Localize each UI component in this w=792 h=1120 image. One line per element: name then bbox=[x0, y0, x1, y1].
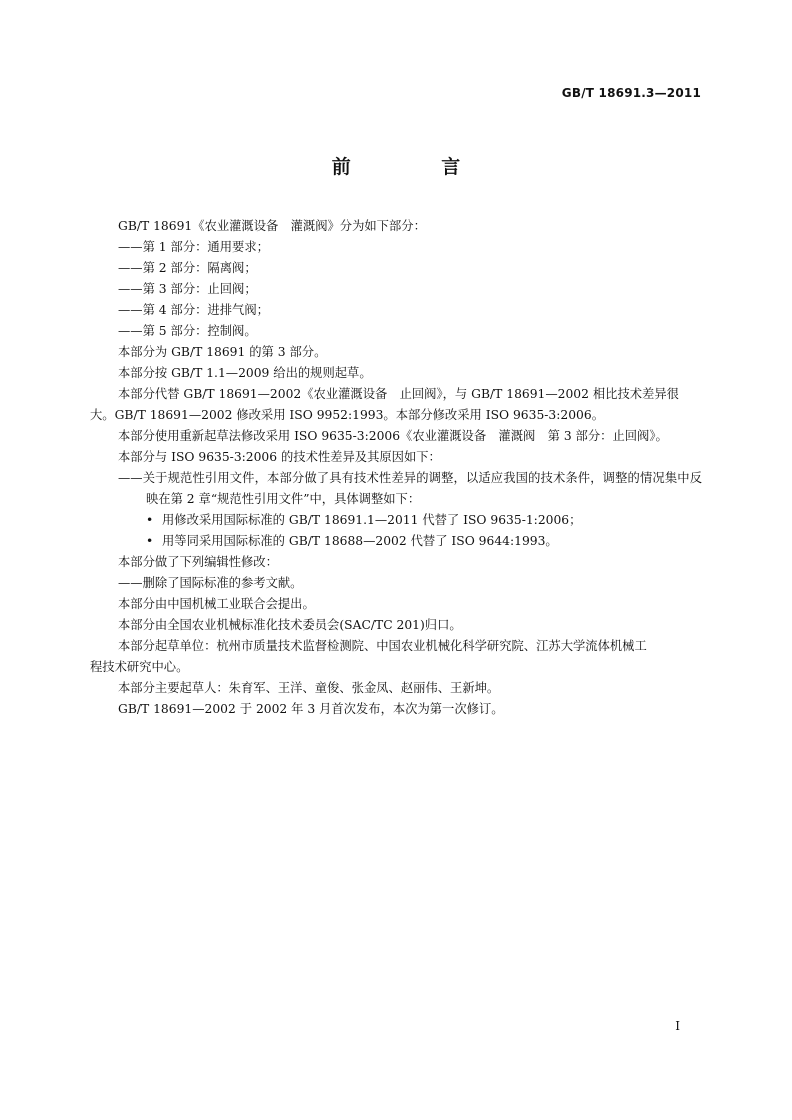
paragraph-drafters: 本部分主要起草人：朱育军、王洋、童俊、张金凤、赵丽伟、王新坤。 bbox=[118, 681, 500, 695]
paragraph-editorial: 本部分做了下列编辑性修改： bbox=[118, 555, 278, 569]
list-item-part2: ——第 2 部分：隔离阀； bbox=[118, 261, 257, 275]
paragraph-differences: 本部分与 ISO 9635-3:2006 的技术性差异及其原因如下： bbox=[118, 450, 441, 464]
paragraph-drafting-units-line1: 本部分起草单位：杭州市质量技术监督检测院、中国农业机械化科学研究院、江苏大学流体机械工 bbox=[118, 639, 647, 653]
list-item-bibliography: ——删除了国际标准的参考文献。 bbox=[118, 576, 303, 590]
paragraph-drafting-units-line2: 程技术研究中心。 bbox=[90, 660, 189, 674]
list-item-part4: ——第 4 部分：进排气阀； bbox=[118, 303, 269, 317]
foreword-body bbox=[90, 216, 702, 720]
list-item-normative-refs: ——关于规范性引用文件，本部分做了具有技术性差异的调整，以适应我国的技术条件，调整的情况集中反映在第 2 章“规范性引用文件”中，具体调整如下： bbox=[118, 471, 702, 506]
bullet-icon: • bbox=[146, 513, 154, 527]
paragraph-centralized-by: 本部分由全国农业机械标准化技术委员会(SAC/TC 201)归口。 bbox=[118, 618, 462, 632]
paragraph-drafting-rules: 本部分按 GB/T 1.1—2009 给出的规则起草。 bbox=[118, 366, 372, 380]
list-item-part3: ——第 3 部分：止回阀； bbox=[118, 282, 257, 296]
paragraph-adoption: 本部分使用重新起草法修改采用 ISO 9635-3:2006《农业灌溉设备 灌溉阀 第 3 部分：止回阀》。 bbox=[118, 429, 668, 443]
bullet-item-1 bbox=[90, 510, 702, 531]
bullet-item-2 bbox=[90, 531, 702, 552]
bullet-icon: • bbox=[146, 534, 154, 548]
page-number: I bbox=[675, 1019, 680, 1033]
standard-code: GB/T 18691.3—2011 bbox=[561, 86, 701, 100]
list-item-part5: ——第 5 部分：控制阀。 bbox=[118, 324, 257, 338]
paragraph-replaces-line1: 本部分代替 GB/T 18691—2002《农业灌溉设备 止回阀》，与 GB/T 18691—2002 相比技术差异很 bbox=[118, 387, 679, 401]
paragraph-proposed-by: 本部分由中国机械工业联合会提出。 bbox=[118, 597, 315, 611]
paragraph-part-number: 本部分为 GB/T 18691 的第 3 部分。 bbox=[118, 345, 327, 359]
paragraph-replaces-line2: 大。GB/T 18691—2002 修改采用 ISO 9952:1993。本部分修改采用 ISO 9635-3:2006。 bbox=[90, 408, 604, 422]
paragraph-history: GB/T 18691—2002 于 2002 年 3 月首次发布，本次为第一次修订。 bbox=[118, 702, 504, 716]
list-item-part1: ——第 1 部分：通用要求； bbox=[118, 240, 269, 254]
page-title: 前 言 bbox=[331, 156, 503, 178]
paragraph-parts-intro: GB/T 18691《农业灌溉设备 灌溉阀》分为如下部分： bbox=[118, 219, 426, 233]
bullet-text-2: 用等同采用国际标准的 GB/T 18688—2002 代替了 ISO 9644:1993。 bbox=[162, 534, 558, 548]
bullet-text-1: 用修改采用国际标准的 GB/T 18691.1—2011 代替了 ISO 9635-1:2006； bbox=[162, 513, 582, 527]
